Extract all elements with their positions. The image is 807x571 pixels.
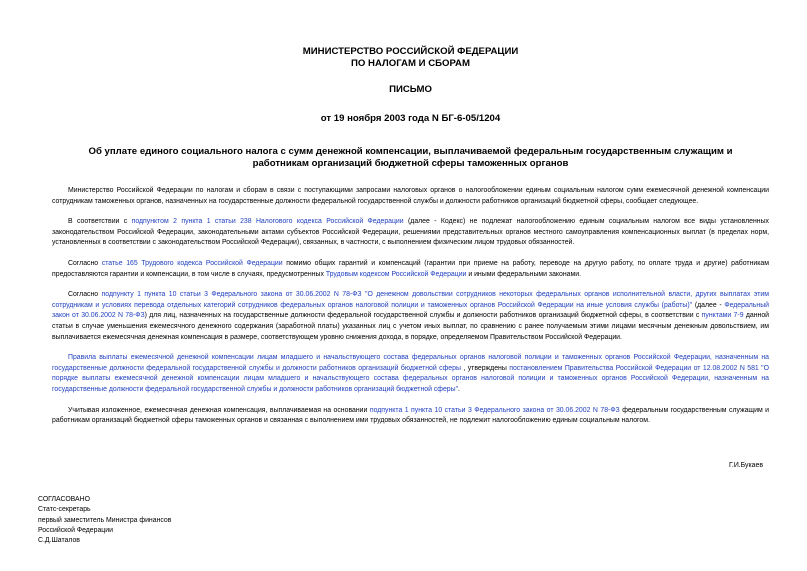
paragraph-text: ) для лиц, назначенных на государственные должности федеральной государственной службы и должности работников организаций бюджетной сферы, в соответствии с [144,312,702,320]
signature: Г.И.Букаев [729,461,763,469]
federal-law-article-link[interactable]: подпункту 1 пункта 10 статьи 3 Федерального закона от 30.06.2002 N 78-ФЗ "О денежном довольствии сотрудников некоторых федеральных органов исполнительной власти, других выплатах этим сотрудникам и условиях перевода отдельных категорий сотрудников федеральных органов налоговой полиции и таможенных органов Российской Федерации на иные условия службы (работы)" [52,291,769,309]
paragraph-text: (далее - Кодекс) не подлежат налогообложению единым социальным налогом все виды установленных законодательством Российской Федерации, законодательными актами субъектов Российской Федерации, решениями представительных органов местного самоуправления компенсационных выплат (в пределах норм, установленных в соответствии с законодательством Российской Федерации), связанных, в частности, с выполнением физическим лицом трудовых обязанностей. [52,218,770,247]
government-decree-link[interactable]: постановлением Правительства Российской Федерации от 12.08.2002 N 581 "О порядке выплаты ежемесячной денежной компенсации лицам младшего и начальствующего состава федеральных органов налоговой полиции и таможенных органов Российской Федерации, назначенным на государственные должности федеральной государственной службы и должности работников организаций бюджетной сферы" [52,364,769,393]
paragraph-labor-code [52,259,769,280]
paragraph-intro [52,186,769,207]
paragraph-text: Учитывая изложенное, ежемесячная денежная компенсация, выплачиваемая на основании [68,406,370,414]
document-type: ПИСЬМО [389,84,432,95]
paragraph-tax-code [52,217,769,249]
approver-position: первый заместитель Министра финансов [38,516,172,524]
paragraph-text: помимо общих гарантий и компенсаций (гарантии при приеме на работу, переводе на другую работу, по оплате труда и другие) работникам предоставляются гарантии и компенсации, в том числе в случаях, предусмотренных [52,259,769,278]
paragraph-text: , утверждены [460,364,510,372]
document-date: от 19 ноября 2003 года N БГ-6-05/1204 [320,112,501,124]
labor-code-link[interactable]: Трудовым кодексом Российской Федерации [325,270,467,278]
approver-country: Российской Федерации [38,526,113,534]
paragraph-conclusion [52,406,769,427]
paragraph-text: В соответствии с [68,218,132,226]
tax-code-link[interactable]: подпунктом 2 пункта 1 статьи 238 Налогового кодекса Российской Федерации [131,218,404,226]
paragraph-text: данной статьи в случае уменьшения ежемесячного денежного содержания (заработной платы) указанных лиц с учетом иных выплат, по сравнению с ранее получаемым этими лицами месячным денежным довольствием, им выплачивается ежемесячная денежная компенсация в размере, соответствующем уровню снижения дохода, в порядке, определяемом Правительством Российской Федерации. [52,312,769,341]
paragraph-text: Министерство Российской Федерации по налогам и сборам в связи с поступающими запросами налоговых органов о налогообложении единым социальным налогом сумм ежемесячной денежной компенсации сотрудникам таможенных органов, назначенных на государственные должности федеральной государственной службы и должности работников организаций бюджетной сферы, сообщает следующее. [52,187,769,205]
approver-title: Статс-секретарь [38,506,91,514]
federal-law-subpoint-link[interactable]: подпункта 1 пункта 10 статьи 3 Федерального закона от 30.06.2002 N 78-ФЗ [369,406,620,414]
document-subject: Об уплате единого социального налога с сумм денежной компенсации, выплачиваемой федеральным государственным служащим и работникам организаций бюджетной сферы таможенных органов [88,146,733,169]
points-7-9-link[interactable]: пунктами 7-9 [701,312,744,320]
ministry-heading [52,46,769,69]
paragraph-text: Согласно [68,259,102,267]
paragraph-text: Согласно [68,291,102,299]
paragraph-text: и иными федеральными законами. [466,270,581,278]
paragraph-text: федеральным государственным служащим и работникам организаций бюджетной сферы таможенных органов и связанная с выполнением ими трудовых обязанностей, не подлежит налогообложению единым социальным налогом. [52,406,770,425]
payment-rules-link[interactable]: Правила выплаты ежемесячной денежной компенсации лицам младшего и начальствующего состава федеральных органов налоговой полиции и таможенных органов Российской Федерации, назначенным на государственные должности федеральной государственной службы и должности работников организаций бюджетной сферы [52,354,769,372]
ministry-name-line1: МИНИСТЕРСТВО РОССИЙСКОЙ ФЕДЕРАЦИИ [302,46,519,57]
federal-law-link[interactable]: Федеральный закон от 30.06.2002 N 78-ФЗ [52,301,769,320]
paragraph-text: . [458,385,460,393]
approver-name: С.Д.Шаталов [38,537,80,545]
paragraph-federal-law [52,290,769,343]
ministry-name-line2: ПО НАЛОГАМ И СБОРАМ [351,57,470,69]
approval-heading: СОГЛАСОВАНО [38,495,90,503]
labor-code-article-link[interactable]: статье 165 Трудового кодекса Российской Федерации [101,259,283,267]
paragraph-rules [52,353,769,395]
paragraph-text: (далее - [692,301,725,309]
approval-block [38,495,769,547]
